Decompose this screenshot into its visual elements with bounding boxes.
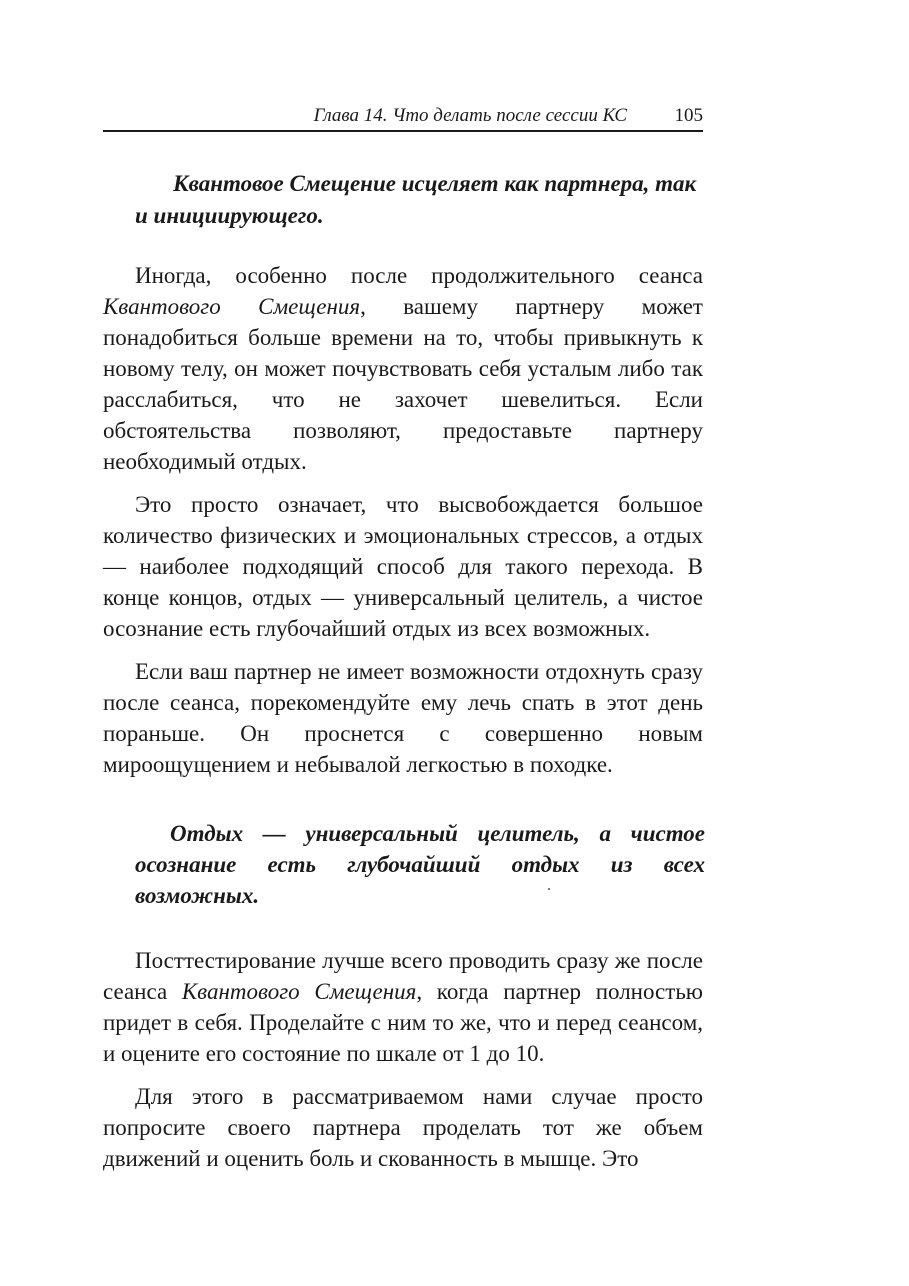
emphasis-term: Квантового Смещения	[181, 979, 417, 1004]
page-number: 105	[674, 105, 703, 126]
emphasis-term: Квантового Смещения	[103, 294, 361, 319]
pullquote-2: Отдых — универсальный целитель, а чистое осознание есть глубочайший отдых из всех возможных.	[135, 821, 705, 908]
paragraph: Иногда, особенно после продолжительного сеанса Квантового Смещения, вашему партнеру может понадобиться больше времени на то, чтобы привыкнуть к новому телу, он может почувствовать себя усталым либо так расслабиться, что не захочет шевелиться. Если обстоятельства позволяют, предоставьте партнеру необходимый отдых.	[103, 263, 703, 474]
body-text-block-1	[103, 260, 703, 792]
paragraph: Для этого в рассматриваемом нами случае просто попросите своего партнера проделать тот же объем движений и оценить боль и скованность в мышце. Это	[103, 1084, 703, 1171]
paragraph: Посттестирование лучше всего проводить сразу же после сеанса Квантового Смещения, когда партнер полностью придет в себя. Проделайте с ним то же, что и перед сеансом, и оцените его состояние по шкале от 1 до 10.	[103, 948, 703, 1066]
running-header	[103, 104, 703, 132]
paragraph: Если ваш партнер не имеет возможности отдохнуть сразу после сеанса, порекомендуйте ему лечь спать в этот день пораньше. Он проснется с совершенно новым мироощущением и небывалой легкостью в походке.	[103, 659, 703, 777]
body-text-block-2	[103, 945, 703, 1186]
chapter-title: Глава 14. Что делать после сессии КС	[313, 105, 627, 126]
paragraph: Это просто означает, что высвобождается большое количество физических и эмоциональных стрессов, а отдых — наиболее подходящий способ для такого перехода. В конце концов, отдых — универсальный целитель, а чистое осознание есть глубочайший отдых из всех возможных.	[103, 492, 703, 641]
print-speck	[548, 888, 550, 890]
pullquote-1: Квантовое Смещение исцеляет как партнера, так и инициирующего.	[135, 171, 697, 228]
